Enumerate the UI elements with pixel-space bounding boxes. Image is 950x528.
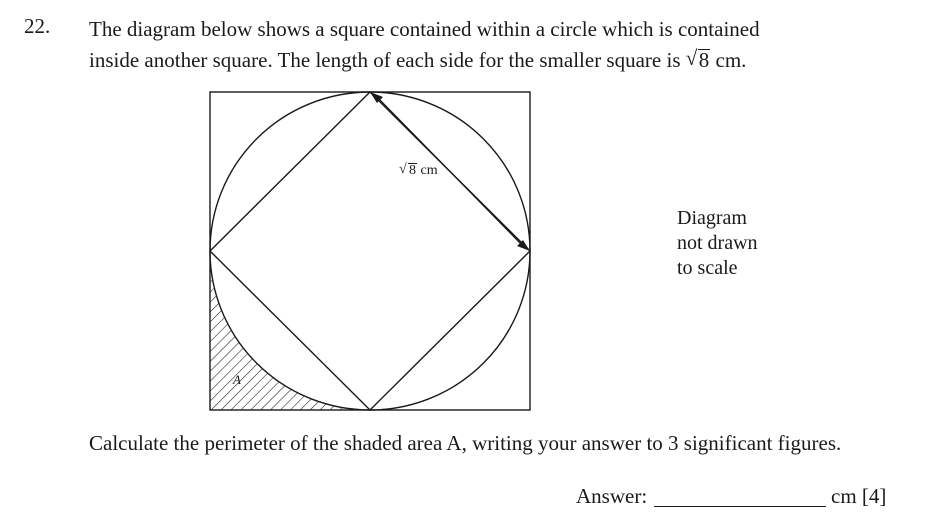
- sqrt-expression: [686, 45, 711, 76]
- question-line-2-before: inside another square. The length of each side for the smaller square is: [89, 48, 686, 72]
- answer-label: Answer:: [576, 484, 648, 508]
- question-text: [89, 14, 909, 76]
- scale-note-line-1: Diagram: [677, 207, 747, 229]
- scale-note-line-3: to scale: [677, 257, 738, 279]
- radical-sign: √: [685, 46, 698, 70]
- radicand: 8: [698, 48, 710, 72]
- scale-note-line-2: not drawn: [677, 232, 758, 254]
- question-line-1: The diagram below shows a square contained within a circle which is contained: [89, 17, 760, 41]
- answer-units-marks: cm [4]: [831, 484, 887, 508]
- answer-blank[interactable]: [654, 506, 826, 507]
- inner-square: [210, 92, 530, 410]
- outer-square: [210, 92, 530, 410]
- question-line-2: [89, 45, 909, 76]
- side-radicand: 8: [409, 163, 416, 178]
- circle: [210, 92, 530, 410]
- side-unit: cm: [417, 163, 438, 178]
- instruction-text: Calculate the perimeter of the shaded area A, writing your answer to 3 significant figures.: [89, 431, 842, 455]
- side-length-label: [398, 163, 439, 179]
- side-radical-sign: √: [399, 162, 407, 177]
- side-sqrt: [399, 163, 417, 179]
- region-label-a: A: [233, 372, 241, 387]
- question-line-2-after: cm.: [710, 48, 747, 72]
- geometry-diagram: [206, 88, 534, 414]
- answer-row: [576, 484, 906, 514]
- scale-note: [677, 206, 758, 281]
- question-number: 22.: [24, 14, 51, 38]
